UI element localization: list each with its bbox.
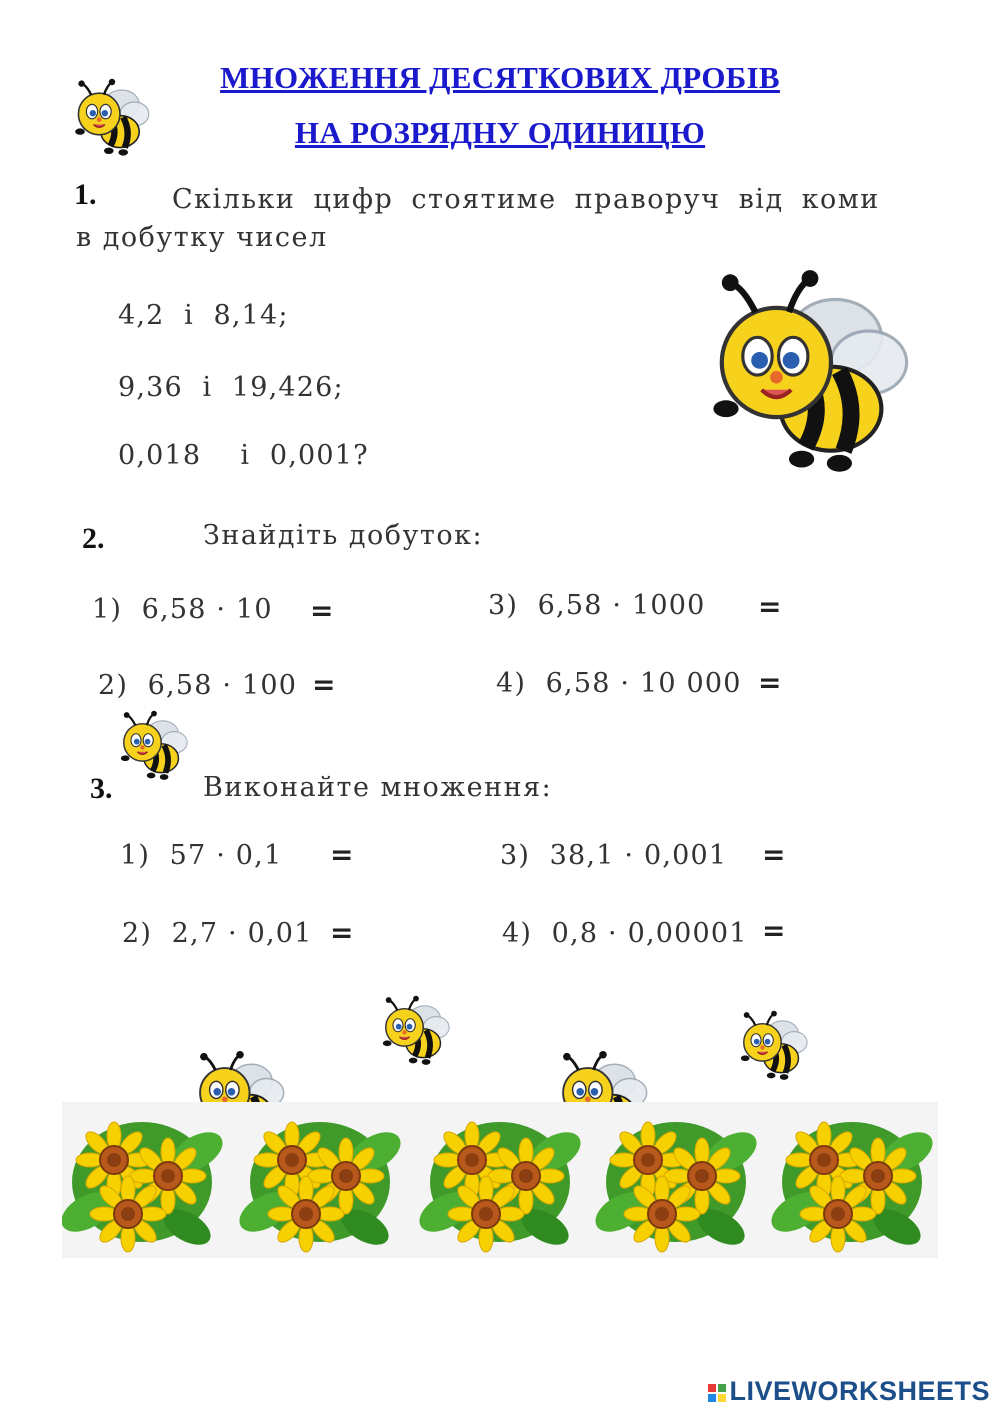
task1-number: 1. (74, 178, 97, 211)
sunflower-icon (62, 1102, 938, 1258)
answer-field[interactable]: = (312, 668, 336, 701)
task3-item-4: 4) 0,8 · 0,00001 (502, 918, 748, 949)
answer-field[interactable]: = (758, 666, 782, 699)
task2-item-1: 1) 6,58 · 10 (92, 594, 273, 625)
task2-number: 2. (82, 522, 105, 555)
task3-heading: Виконайте множення: (203, 772, 553, 803)
task3-item-2: 2) 2,7 · 0,01 (122, 918, 313, 949)
brand-text: LIVEWORKSHEETS (729, 1376, 990, 1406)
task1-question-line1: Скільки цифр стоятиме праворуч від коми (172, 184, 880, 215)
task3-number: 3. (90, 772, 113, 805)
answer-field[interactable]: = (762, 914, 786, 947)
bee-icon (700, 268, 920, 478)
title-line-1: МНОЖЕННЯ ДЕСЯТКОВИХ ДРОБІВ (220, 60, 780, 95)
task1-item: 4,2 і 8,14; (118, 300, 289, 331)
logo-icon (707, 1383, 729, 1403)
task2-item-4: 4) 6,58 · 10 000 (496, 668, 742, 699)
answer-field[interactable]: = (762, 838, 786, 871)
task3-item-3: 3) 38,1 · 0,001 (500, 840, 728, 871)
answer-field[interactable]: = (330, 838, 354, 871)
task2-heading: Знайдіть добуток: (203, 520, 484, 551)
task1-question-line2: в добутку чисел (76, 222, 328, 253)
bee-icon (378, 995, 454, 1067)
title-line-2: НА РОЗРЯДНУ ОДИНИЦЮ (294, 115, 706, 150)
task1-item: 9,36 і 19,426; (118, 372, 344, 403)
answer-field[interactable]: = (330, 916, 354, 949)
task2-item-3: 3) 6,58 · 1000 (488, 590, 706, 621)
answer-field[interactable]: = (758, 590, 782, 623)
answer-field[interactable]: = (310, 594, 334, 627)
bee-icon (72, 78, 152, 158)
bee-icon (736, 1010, 812, 1082)
task3-item-1: 1) 57 · 0,1 (120, 840, 283, 871)
task2-item-2: 2) 6,58 · 100 (98, 670, 298, 701)
task1-item: 0,018 і 0,001? (118, 440, 369, 471)
bee-icon (116, 710, 192, 782)
liveworksheets-logo (707, 1376, 990, 1407)
